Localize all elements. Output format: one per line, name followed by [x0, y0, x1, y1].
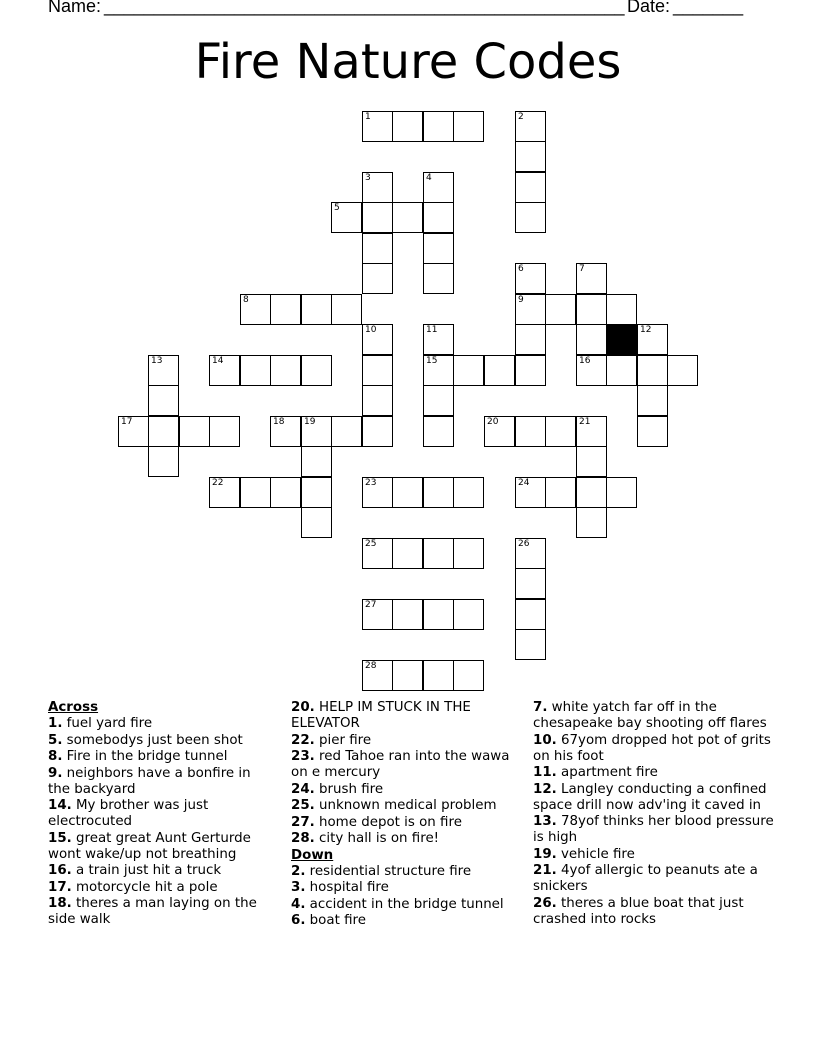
clue-across [48, 766, 273, 798]
cell-number: 2 [518, 112, 524, 122]
clue-number: 20. [291, 700, 315, 715]
grid-cell[interactable] [453, 477, 484, 508]
grid-cell[interactable] [484, 416, 515, 447]
clue-text: vehicle fire [561, 846, 635, 862]
grid-cell[interactable] [179, 416, 210, 447]
clue-number: 15. [48, 830, 72, 846]
clue-down [291, 913, 516, 929]
grid-cell[interactable] [423, 111, 454, 142]
grid-cell[interactable] [362, 538, 393, 569]
grid-cell[interactable] [148, 385, 179, 416]
clue-number: 16. [48, 863, 72, 878]
grid-cell[interactable] [423, 324, 454, 355]
grid-cell[interactable] [240, 294, 271, 325]
grid-cell[interactable] [362, 355, 393, 386]
clue-number: 21. [533, 863, 557, 878]
clue-across [291, 700, 516, 732]
clue-down [291, 864, 516, 880]
grid-cell[interactable] [423, 202, 454, 233]
clue-number: 18. [48, 896, 72, 911]
grid-cell[interactable] [362, 477, 393, 508]
grid-cell[interactable] [453, 599, 484, 630]
grid-cell[interactable] [576, 507, 607, 538]
clues-column-1 [48, 700, 273, 929]
clue-down [291, 880, 516, 896]
grid-cell[interactable] [148, 446, 179, 477]
clue-text: HELP IM STUCK IN THE ELEVATOR [291, 700, 471, 731]
cell-number: 15 [426, 356, 438, 366]
grid-cell[interactable] [270, 294, 301, 325]
clue-number: 22. [291, 732, 315, 748]
clue-down [533, 896, 778, 928]
cell-number: 10 [365, 325, 377, 335]
clue-number: 9. [48, 765, 63, 781]
clue-text: apartment fire [561, 765, 658, 780]
grid-cell[interactable] [362, 385, 393, 416]
grid-cell[interactable] [270, 477, 301, 508]
grid-cell[interactable] [515, 141, 546, 172]
clue-text: city hall is on fire! [319, 831, 440, 846]
clue-number: 6. [291, 913, 306, 928]
date-field[interactable]: _______ [673, 0, 744, 16]
clue-number: 10. [533, 732, 557, 748]
clue-down [533, 765, 778, 781]
cell-number: 17 [121, 417, 133, 427]
clue-across [48, 880, 273, 896]
grid-cell[interactable] [453, 538, 484, 569]
grid-cell[interactable] [362, 172, 393, 203]
cell-number: 28 [365, 661, 377, 671]
grid-cell[interactable] [576, 324, 607, 355]
clue-across [48, 749, 273, 765]
grid-cell[interactable] [331, 416, 362, 447]
clue-number: 4. [291, 896, 306, 912]
grid-cell[interactable] [545, 477, 576, 508]
grid-cell[interactable] [515, 263, 546, 294]
clue-across [291, 749, 516, 781]
clue-number: 24. [291, 781, 315, 797]
clue-text: white yatch far off in the chesapeake bay shooting off flares [533, 700, 767, 731]
down-heading: Down [291, 847, 334, 863]
clue-number: 26. [533, 895, 557, 911]
clue-across [291, 831, 516, 847]
grid-cell[interactable] [515, 629, 546, 660]
grid-cell[interactable] [515, 477, 546, 508]
grid-cell[interactable] [423, 233, 454, 264]
cell-number: 3 [365, 173, 371, 183]
clue-text: red Tahoe ran into the wawa on e mercury [291, 749, 510, 780]
grid-cell[interactable] [423, 385, 454, 416]
grid-cell[interactable] [301, 294, 332, 325]
grid-cell[interactable] [515, 324, 546, 355]
clue-number: 17. [48, 879, 72, 895]
grid-cell[interactable] [301, 507, 332, 538]
grid-cell[interactable] [453, 355, 484, 386]
grid-cell[interactable] [301, 416, 332, 447]
clue-number: 25. [291, 798, 315, 813]
grid-cell[interactable] [301, 477, 332, 508]
cell-number: 12 [640, 325, 652, 335]
clue-text: Langley conducting a confined space drill now adv'ing it caved in [533, 781, 767, 813]
grid-cell[interactable] [423, 538, 454, 569]
grid-cell[interactable] [576, 477, 607, 508]
cell-number: 18 [273, 417, 285, 427]
clue-text: neighbors have a bonfire in the backyard [48, 765, 251, 797]
cell-number: 16 [579, 356, 591, 366]
clue-across [48, 798, 273, 830]
grid-cell[interactable] [423, 416, 454, 447]
clue-text: theres a man laying on the side walk [48, 896, 257, 927]
clue-text: theres a blue boat that just crashed into rocks [533, 895, 744, 927]
clue-across [48, 896, 273, 928]
clue-text: great great Aunt Gerturde wont wake/up not breathing [48, 830, 251, 862]
grid-cell[interactable] [515, 416, 546, 447]
cell-number: 21 [579, 417, 591, 427]
clue-text: motorcycle hit a pole [76, 879, 218, 895]
date-label: Date: [627, 0, 671, 16]
grid-cell[interactable] [606, 477, 637, 508]
clue-text: pier fire [319, 732, 372, 748]
cell-number: 9 [518, 295, 524, 305]
cell-number: 25 [365, 539, 377, 549]
clues-column-2 [291, 700, 516, 930]
clue-down [533, 782, 778, 814]
clue-text: hospital fire [309, 880, 389, 895]
clue-down [533, 847, 778, 863]
clue-text: accident in the bridge tunnel [309, 896, 504, 912]
clue-number: 13. [533, 814, 557, 829]
clue-down [533, 863, 778, 895]
grid-cell[interactable] [667, 355, 698, 386]
grid-cell[interactable] [362, 324, 393, 355]
clue-down [533, 733, 778, 765]
grid-cell[interactable] [606, 294, 637, 325]
clue-number: 14. [48, 798, 72, 813]
grid-cell[interactable] [423, 599, 454, 630]
grid-cell[interactable] [148, 355, 179, 386]
puzzle-title: Fire Nature Codes [194, 34, 622, 90]
clue-across [48, 733, 273, 749]
clue-number: 7. [533, 700, 548, 715]
clue-number: 27. [291, 814, 315, 830]
clue-text: somebodys just been shot [66, 732, 243, 748]
clue-text: boat fire [309, 913, 366, 928]
grid-cell[interactable] [515, 294, 546, 325]
clue-down [291, 897, 516, 913]
cell-number: 13 [151, 356, 163, 366]
clue-across [48, 831, 273, 863]
grid-cell[interactable] [515, 202, 546, 233]
grid-cell[interactable] [209, 477, 240, 508]
grid-cell[interactable] [209, 416, 240, 447]
clue-number: 1. [48, 716, 63, 731]
grid-cell[interactable] [362, 599, 393, 630]
grid-cell[interactable] [148, 416, 179, 447]
clue-text: 67yom dropped hot pot of grits on his foot [533, 732, 771, 764]
grid-cell[interactable] [118, 416, 149, 447]
clue-text: fuel yard fire [66, 716, 153, 731]
grid-cell[interactable] [362, 202, 393, 233]
grid-cell[interactable] [545, 294, 576, 325]
clue-text: My brother was just electrocuted [48, 798, 209, 829]
grid-cell[interactable] [576, 446, 607, 477]
grid-cell[interactable] [484, 355, 515, 386]
clue-across [291, 782, 516, 798]
grid-cell[interactable] [331, 202, 362, 233]
clue-number: 23. [291, 749, 315, 764]
grid-cell[interactable] [423, 477, 454, 508]
cell-number: 22 [212, 478, 224, 488]
grid-cell[interactable] [453, 111, 484, 142]
grid-cell[interactable] [362, 660, 393, 691]
clue-number: 19. [533, 846, 557, 862]
clue-down [533, 700, 778, 732]
grid-cell[interactable] [515, 172, 546, 203]
grid-cell[interactable] [392, 660, 423, 691]
cell-number: 4 [426, 173, 432, 183]
cell-number: 5 [334, 203, 340, 213]
cell-number: 23 [365, 478, 377, 488]
clue-text: brush fire [319, 781, 384, 797]
clue-number: 2. [291, 863, 306, 879]
grid-cell[interactable] [637, 324, 668, 355]
clue-text: a train just hit a truck [76, 863, 222, 878]
grid-cell[interactable] [423, 660, 454, 691]
cell-number: 14 [212, 356, 224, 366]
grid-cell[interactable] [515, 111, 546, 142]
clue-text: unknown medical problem [319, 798, 497, 813]
grid-cell[interactable] [606, 355, 637, 386]
grid-cell[interactable] [515, 355, 546, 386]
grid-cell[interactable] [392, 538, 423, 569]
clue-number: 5. [48, 732, 63, 748]
cell-number: 8 [243, 295, 249, 305]
grid-cell[interactable] [576, 263, 607, 294]
grid-cell[interactable] [423, 263, 454, 294]
clue-number: 3. [291, 880, 306, 895]
clue-number: 8. [48, 749, 63, 764]
grid-cell[interactable] [362, 416, 393, 447]
grid-cell[interactable] [392, 111, 423, 142]
grid-cell[interactable] [392, 599, 423, 630]
grid-cell[interactable] [637, 355, 668, 386]
grid-cell[interactable] [545, 416, 576, 447]
grid-cell[interactable] [637, 416, 668, 447]
grid-cell[interactable] [362, 233, 393, 264]
grid-cell[interactable] [453, 660, 484, 691]
grid-cell[interactable] [362, 111, 393, 142]
clue-across [291, 798, 516, 814]
grid-cell[interactable] [637, 385, 668, 416]
clue-text: 4yof allergic to peanuts ate a snickers [533, 863, 758, 894]
cell-number: 6 [518, 264, 524, 274]
clue-number: 28. [291, 831, 315, 846]
cell-number: 19 [304, 417, 316, 427]
grid-cell[interactable] [240, 477, 271, 508]
grid-cell[interactable] [301, 355, 332, 386]
clue-down [533, 814, 778, 846]
cell-number: 11 [426, 325, 438, 335]
name-field[interactable]: ____________________________________________________ [104, 0, 625, 16]
grid-cell[interactable] [576, 416, 607, 447]
grid-cell[interactable] [576, 355, 607, 386]
grid-cell[interactable] [362, 263, 393, 294]
grid-cell[interactable] [576, 294, 607, 325]
clue-text: residential structure fire [309, 863, 472, 879]
cell-number: 26 [518, 539, 530, 549]
grid-cell[interactable] [331, 294, 362, 325]
cell-number: 24 [518, 478, 530, 488]
name-label: Name: [48, 0, 102, 16]
grid-cell[interactable] [515, 538, 546, 569]
cell-number: 1 [365, 112, 371, 122]
grid-cell[interactable] [515, 599, 546, 630]
clue-number: 12. [533, 781, 557, 797]
black-square [606, 324, 637, 355]
grid-cell[interactable] [515, 568, 546, 599]
clue-across [291, 733, 516, 749]
cell-number: 27 [365, 600, 377, 610]
clue-across [48, 716, 273, 732]
clue-across [48, 863, 273, 879]
grid-cell[interactable] [209, 355, 240, 386]
clue-across [291, 815, 516, 831]
grid-cell[interactable] [392, 202, 423, 233]
across-heading: Across [48, 700, 99, 715]
grid-cell[interactable] [270, 355, 301, 386]
grid-cell[interactable] [423, 172, 454, 203]
grid-cell[interactable] [270, 416, 301, 447]
cell-number: 7 [579, 264, 585, 274]
clue-number: 11. [533, 765, 557, 780]
clue-text: home depot is on fire [319, 814, 462, 830]
grid-cell[interactable] [392, 477, 423, 508]
grid-cell[interactable] [301, 446, 332, 477]
clues-column-3 [533, 700, 778, 928]
grid-cell[interactable] [423, 355, 454, 386]
clue-text: Fire in the bridge tunnel [66, 749, 228, 764]
grid-cell[interactable] [240, 355, 271, 386]
cell-number: 20 [487, 417, 499, 427]
clue-text: 78yof thinks her blood pressure is high [533, 814, 774, 845]
